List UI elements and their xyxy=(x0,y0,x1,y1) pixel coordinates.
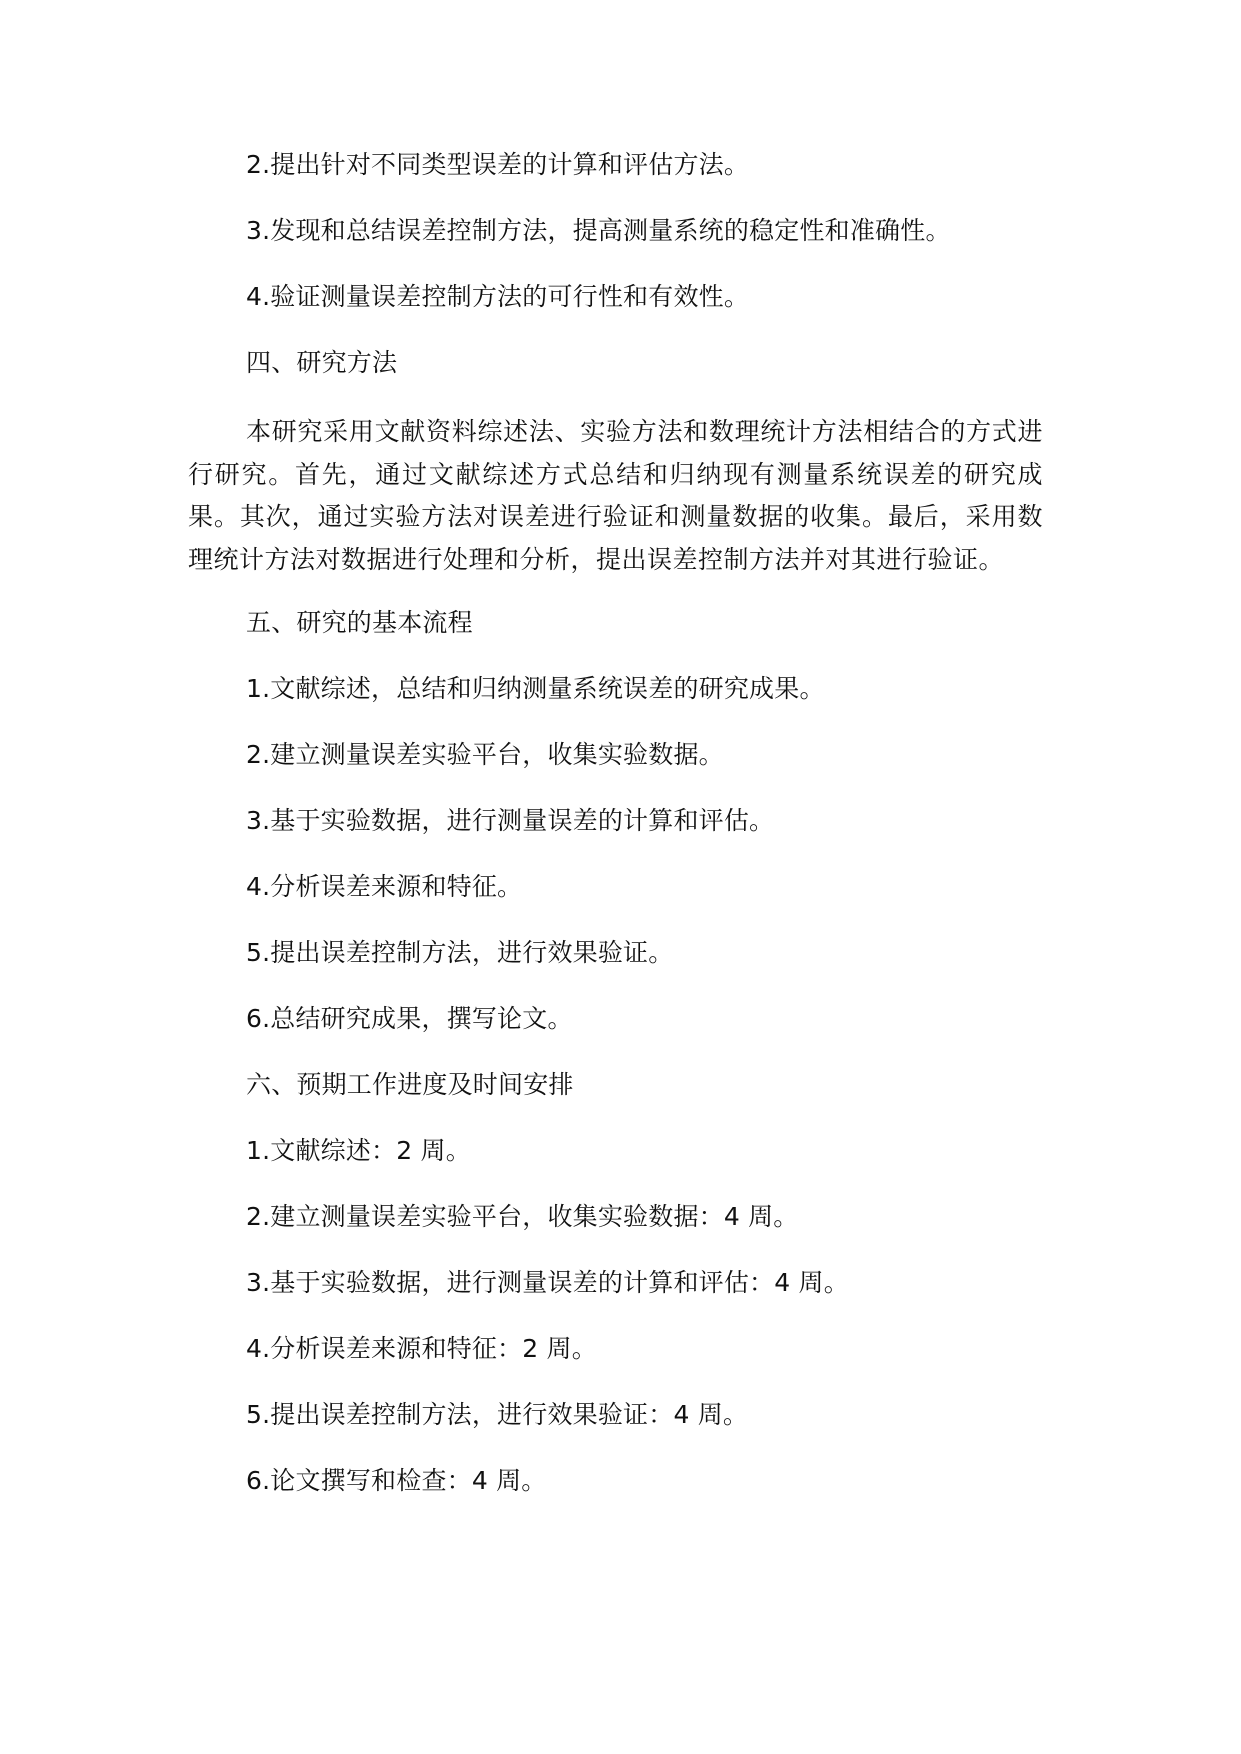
process-item: 1.文献综述，总结和归纳测量系统误差的研究成果。 xyxy=(246,674,825,703)
goal-item: 3.发现和总结误差控制方法，提高测量系统的稳定性和准确性。 xyxy=(246,216,951,245)
process-item: 5.提出误差控制方法，进行效果验证。 xyxy=(246,938,674,967)
schedule-item: 3.基于实验数据，进行测量误差的计算和评估：4 周。 xyxy=(246,1268,849,1297)
schedule-item: 1.文献综述：2 周。 xyxy=(246,1136,471,1165)
process-item: 2.建立测量误差实验平台，收集实验数据。 xyxy=(246,740,724,769)
schedule-item: 5.提出误差控制方法，进行效果验证：4 周。 xyxy=(246,1400,749,1429)
section-heading-methods: 四、研究方法 xyxy=(246,348,398,377)
process-item: 3.基于实验数据，进行测量误差的计算和评估。 xyxy=(246,806,775,835)
methods-paragraph: 本研究采用文献资料综述法、实验方法和数理统计方法相结合的方式进行研究。首先，通过文献综述方式总结和归纳现有测量系统误差的研究成果。其次，通过实验方法对误差进行验证和测量数据的收集。最后，采用数理统计方法对数据进行处理和分析，提出误差控制方法并对其进行验证。 xyxy=(188,417,1043,574)
process-item: 4.分析误差来源和特征。 xyxy=(246,872,523,901)
schedule-item: 6.论文撰写和检查：4 周。 xyxy=(246,1466,547,1495)
section-heading-schedule: 六、预期工作进度及时间安排 xyxy=(246,1070,574,1099)
goal-item: 4.验证测量误差控制方法的可行性和有效性。 xyxy=(246,282,750,311)
goal-item: 2.提出针对不同类型误差的计算和评估方法。 xyxy=(246,150,750,179)
schedule-item: 4.分析误差来源和特征：2 周。 xyxy=(246,1334,597,1363)
schedule-item: 2.建立测量误差实验平台，收集实验数据：4 周。 xyxy=(246,1202,799,1231)
section-heading-process: 五、研究的基本流程 xyxy=(246,608,473,637)
document-body xyxy=(188,147,1043,1529)
process-item: 6.总结研究成果，撰写论文。 xyxy=(246,1004,573,1033)
